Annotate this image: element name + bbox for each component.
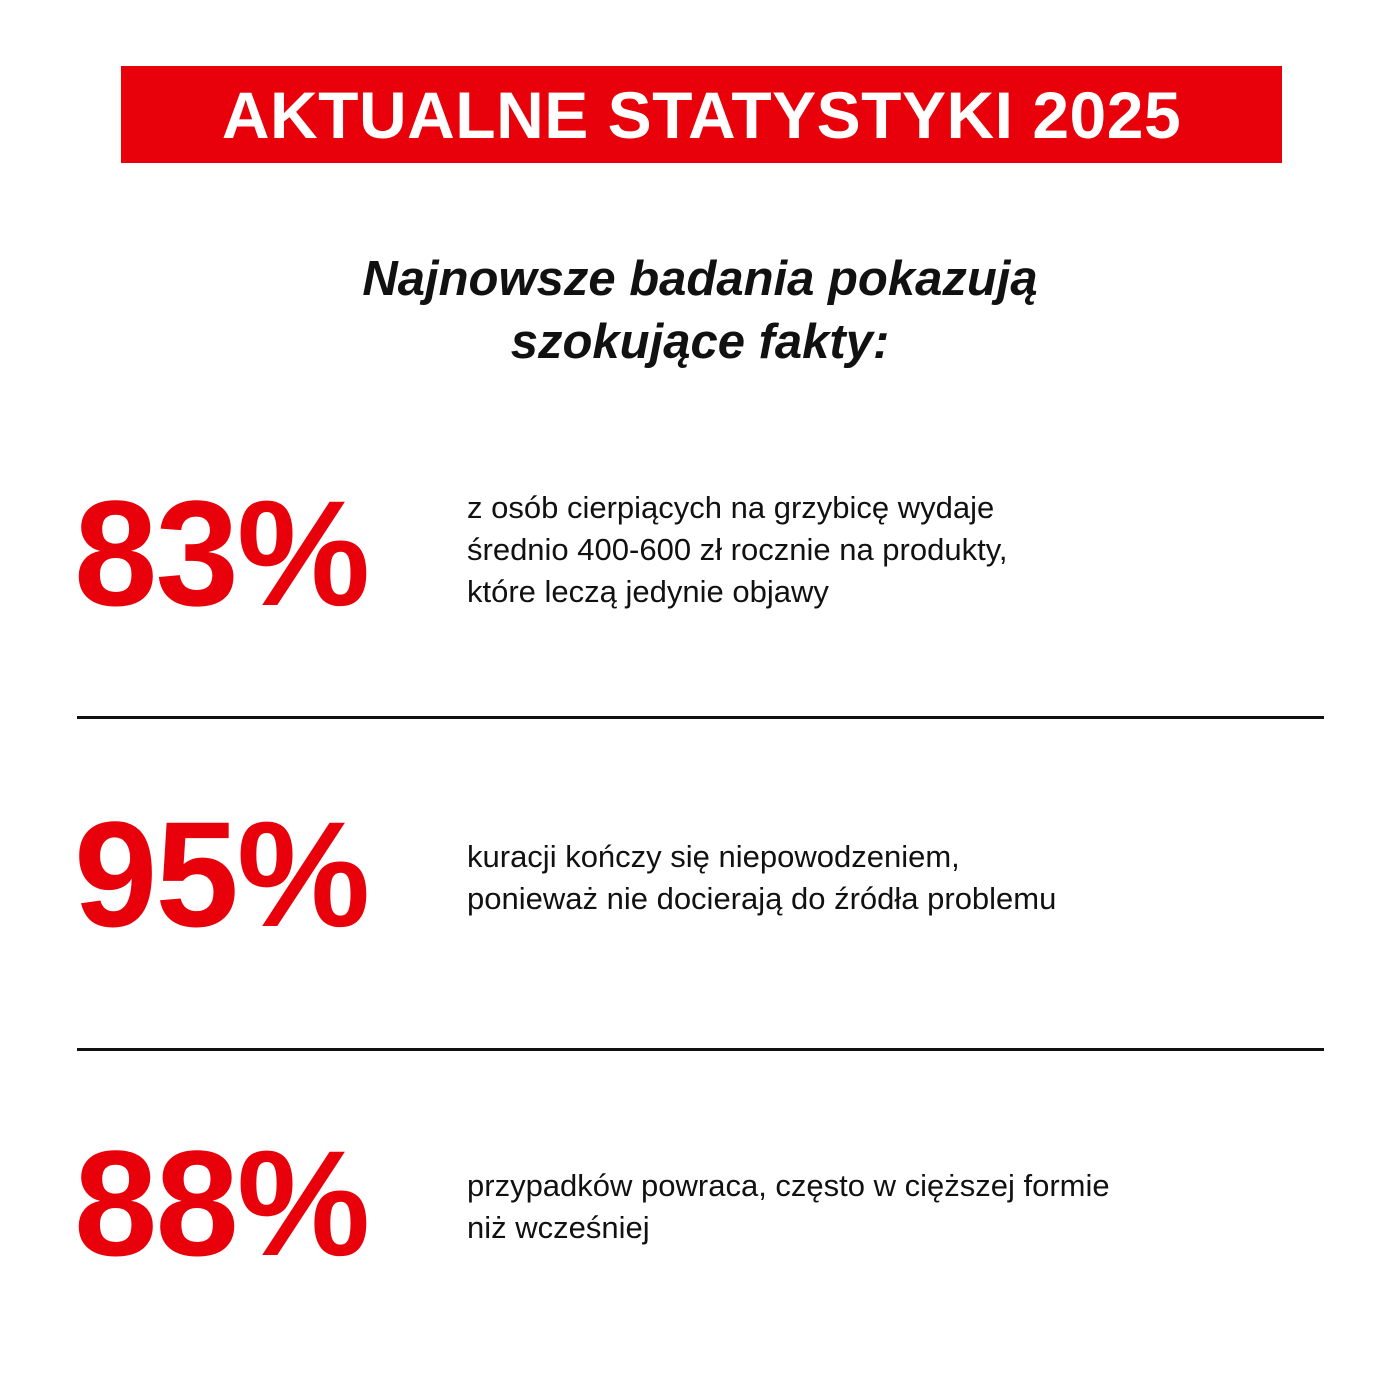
stat-description-line: niż wcześniej xyxy=(467,1210,650,1245)
stat-description-line: średnio 400-600 zł rocznie na produkty, xyxy=(467,532,1008,567)
divider-1 xyxy=(77,716,1324,719)
stat-description-line: przypadków powraca, często w cięższej formie xyxy=(467,1168,1110,1203)
stat-percent: 95% xyxy=(74,790,369,958)
stat-description-line: ponieważ nie docierają do źródła problemu xyxy=(467,881,1057,916)
subtitle-line-1: Najnowsze badania pokazują xyxy=(362,252,1038,306)
stat-description-line: kuracji kończy się niepowodzeniem, xyxy=(467,839,960,874)
stat-description-line: które leczą jedynie objawy xyxy=(467,574,829,609)
stat-description xyxy=(467,1165,1347,1249)
stat-percent: 88% xyxy=(74,1119,369,1287)
divider-2 xyxy=(77,1048,1324,1051)
stat-description-line: z osób cierpiących na grzybicę wydaje xyxy=(467,490,995,525)
subtitle-line-2: szokujące fakty: xyxy=(510,315,890,369)
stat-description xyxy=(467,836,1347,920)
page-title: AKTUALNE STATYSTYKI 2025 xyxy=(221,77,1182,152)
stat-description xyxy=(467,487,1347,613)
title-banner xyxy=(121,66,1282,163)
stat-percent: 83% xyxy=(74,469,369,637)
subtitle xyxy=(0,248,1400,374)
